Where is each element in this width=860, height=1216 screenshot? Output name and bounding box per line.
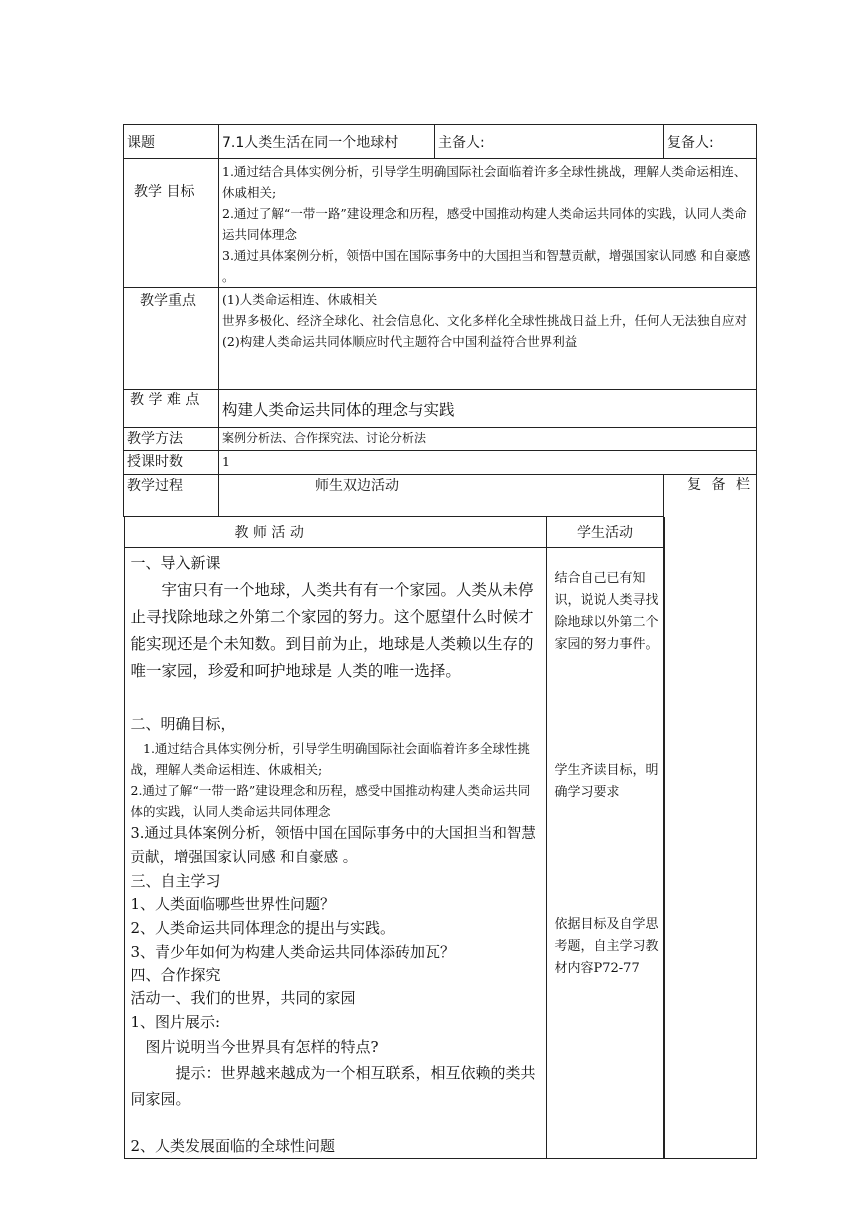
review-column xyxy=(664,475,757,1159)
hours-label: 授课时数 xyxy=(124,451,219,475)
student-column-header: 学生活动 xyxy=(546,517,664,547)
section-title: 二、明确目标， xyxy=(130,714,236,733)
goals-content xyxy=(219,159,757,288)
course-title: 7.1人类生活在同一个地球村 xyxy=(219,125,435,159)
question-item: 2、人类命运共同体理念的提出与实践。 xyxy=(130,918,396,937)
goal-item: 1.通过结合具体实例分析，引导学生明确国际社会面临着许多全球性挑战，理解人类命运相连、休戚相关; xyxy=(222,164,747,200)
key-point-item: 世界多极化、经济全球化、社会信息化、文化多样化全球性挑战日益上升，任何人无法独自应对 xyxy=(222,313,748,328)
method-content: 案例分析法、合作探究法、讨论分析法 xyxy=(219,428,757,451)
lesson-plan xyxy=(123,124,756,1159)
method-label: 教学方法 xyxy=(124,428,219,451)
activity-question: 图片说明当今世界具有怎样的特点? xyxy=(145,1037,379,1056)
activity-title: 活动一、我们的世界，共同的家园 xyxy=(130,988,356,1007)
activity-header: 师生双边活动 xyxy=(219,475,664,517)
question-item: 3、青少年如何为构建人类命运共同体添砖加瓦？ xyxy=(130,942,456,961)
key-point-item: (2)构建人类命运共同体顺应时代主题符合中国利益符合世界利益 xyxy=(222,334,578,349)
section-title: 一、导入新课 xyxy=(130,553,221,572)
lesson-plan-table xyxy=(123,124,757,1159)
course-label: 课题 xyxy=(124,125,219,159)
student-activity-item: 依据目标及自学思考题，自主学习教材内容P72-77 xyxy=(554,916,659,976)
goal-item: 2.通过了解“一带一路”建设理念和历程，感受中国推动构建人类命运共同体的实践，认同人类命运共同体理念 xyxy=(222,206,747,242)
teacher-activities xyxy=(124,547,546,1158)
activity-step: 1、图片展示: xyxy=(130,1012,221,1031)
section-body: 宇宙只有一个地球，人类共有有一个家园。人类从未停止寻找除地球之外第二个家园的努力。这个愿望什么时候才能实现还是个未知数。到目前为止，地球是人类赖以生存的唯一家园，珍爱和呵护地球是 人类的唯一选择。 xyxy=(130,580,534,680)
goal-item: 1.通过结合具体实例分析，引导学生明确国际社会面临着许多全球性挑战，理解人类命运相连、休戚相关; xyxy=(130,740,530,777)
goal-item: 2.通过了解“一带一路”建设理念和历程，感受中国推动构建人类命运共同体的实践，认同人类命运共同体理念 xyxy=(130,782,531,819)
question-item: 1、人类面临哪些世界性问题？ xyxy=(130,894,336,913)
difficulty-content: 构建人类命运共同体的理念与实践 xyxy=(219,390,757,428)
key-point-item: (1)人类命运相连、休戚相关 xyxy=(222,292,378,307)
process-label: 教学过程 xyxy=(124,475,219,517)
section-title: 三、自主学习 xyxy=(130,871,221,890)
section-title: 四、合作探究 xyxy=(130,965,221,984)
activity-step: 2、人类发展面临的全球性问题 xyxy=(130,1136,336,1155)
activities-table xyxy=(124,517,665,1159)
student-activity-item: 结合自己已有知识，说说人类寻找除地球以外第二个家园的努力事件。 xyxy=(554,570,659,652)
co-preparer: 复备人: xyxy=(664,125,757,159)
teacher-column-header: 教 师 活 动 xyxy=(124,517,546,547)
review-label: 复 备 栏 xyxy=(687,477,753,493)
activity-hint: 提示：世界越来越成为一个相互联系，相互依赖的类共同家园。 xyxy=(130,1063,536,1108)
difficulty-label: 教 学 难 点 xyxy=(124,390,219,428)
goal-item: 3.通过具体案例分析，领悟中国在国际事务中的大国担当和智慧贡献，增强国家认同感 和自豪感 。 xyxy=(130,825,536,866)
key-points-content xyxy=(219,288,757,390)
hours-content: 1 xyxy=(219,451,757,475)
main-preparer: 主备人: xyxy=(435,125,664,159)
key-points-label: 教学重点 xyxy=(124,288,219,390)
student-activity-item: 学生齐读目标，明确学习要求 xyxy=(554,762,659,800)
student-activities xyxy=(546,547,664,1158)
goals-label: 教学 目标 xyxy=(124,159,219,288)
goal-item: 3.通过具体案例分析，领悟中国在国际事务中的大国担当和智慧贡献，增强国家认同感 和自豪感 。 xyxy=(222,248,751,284)
